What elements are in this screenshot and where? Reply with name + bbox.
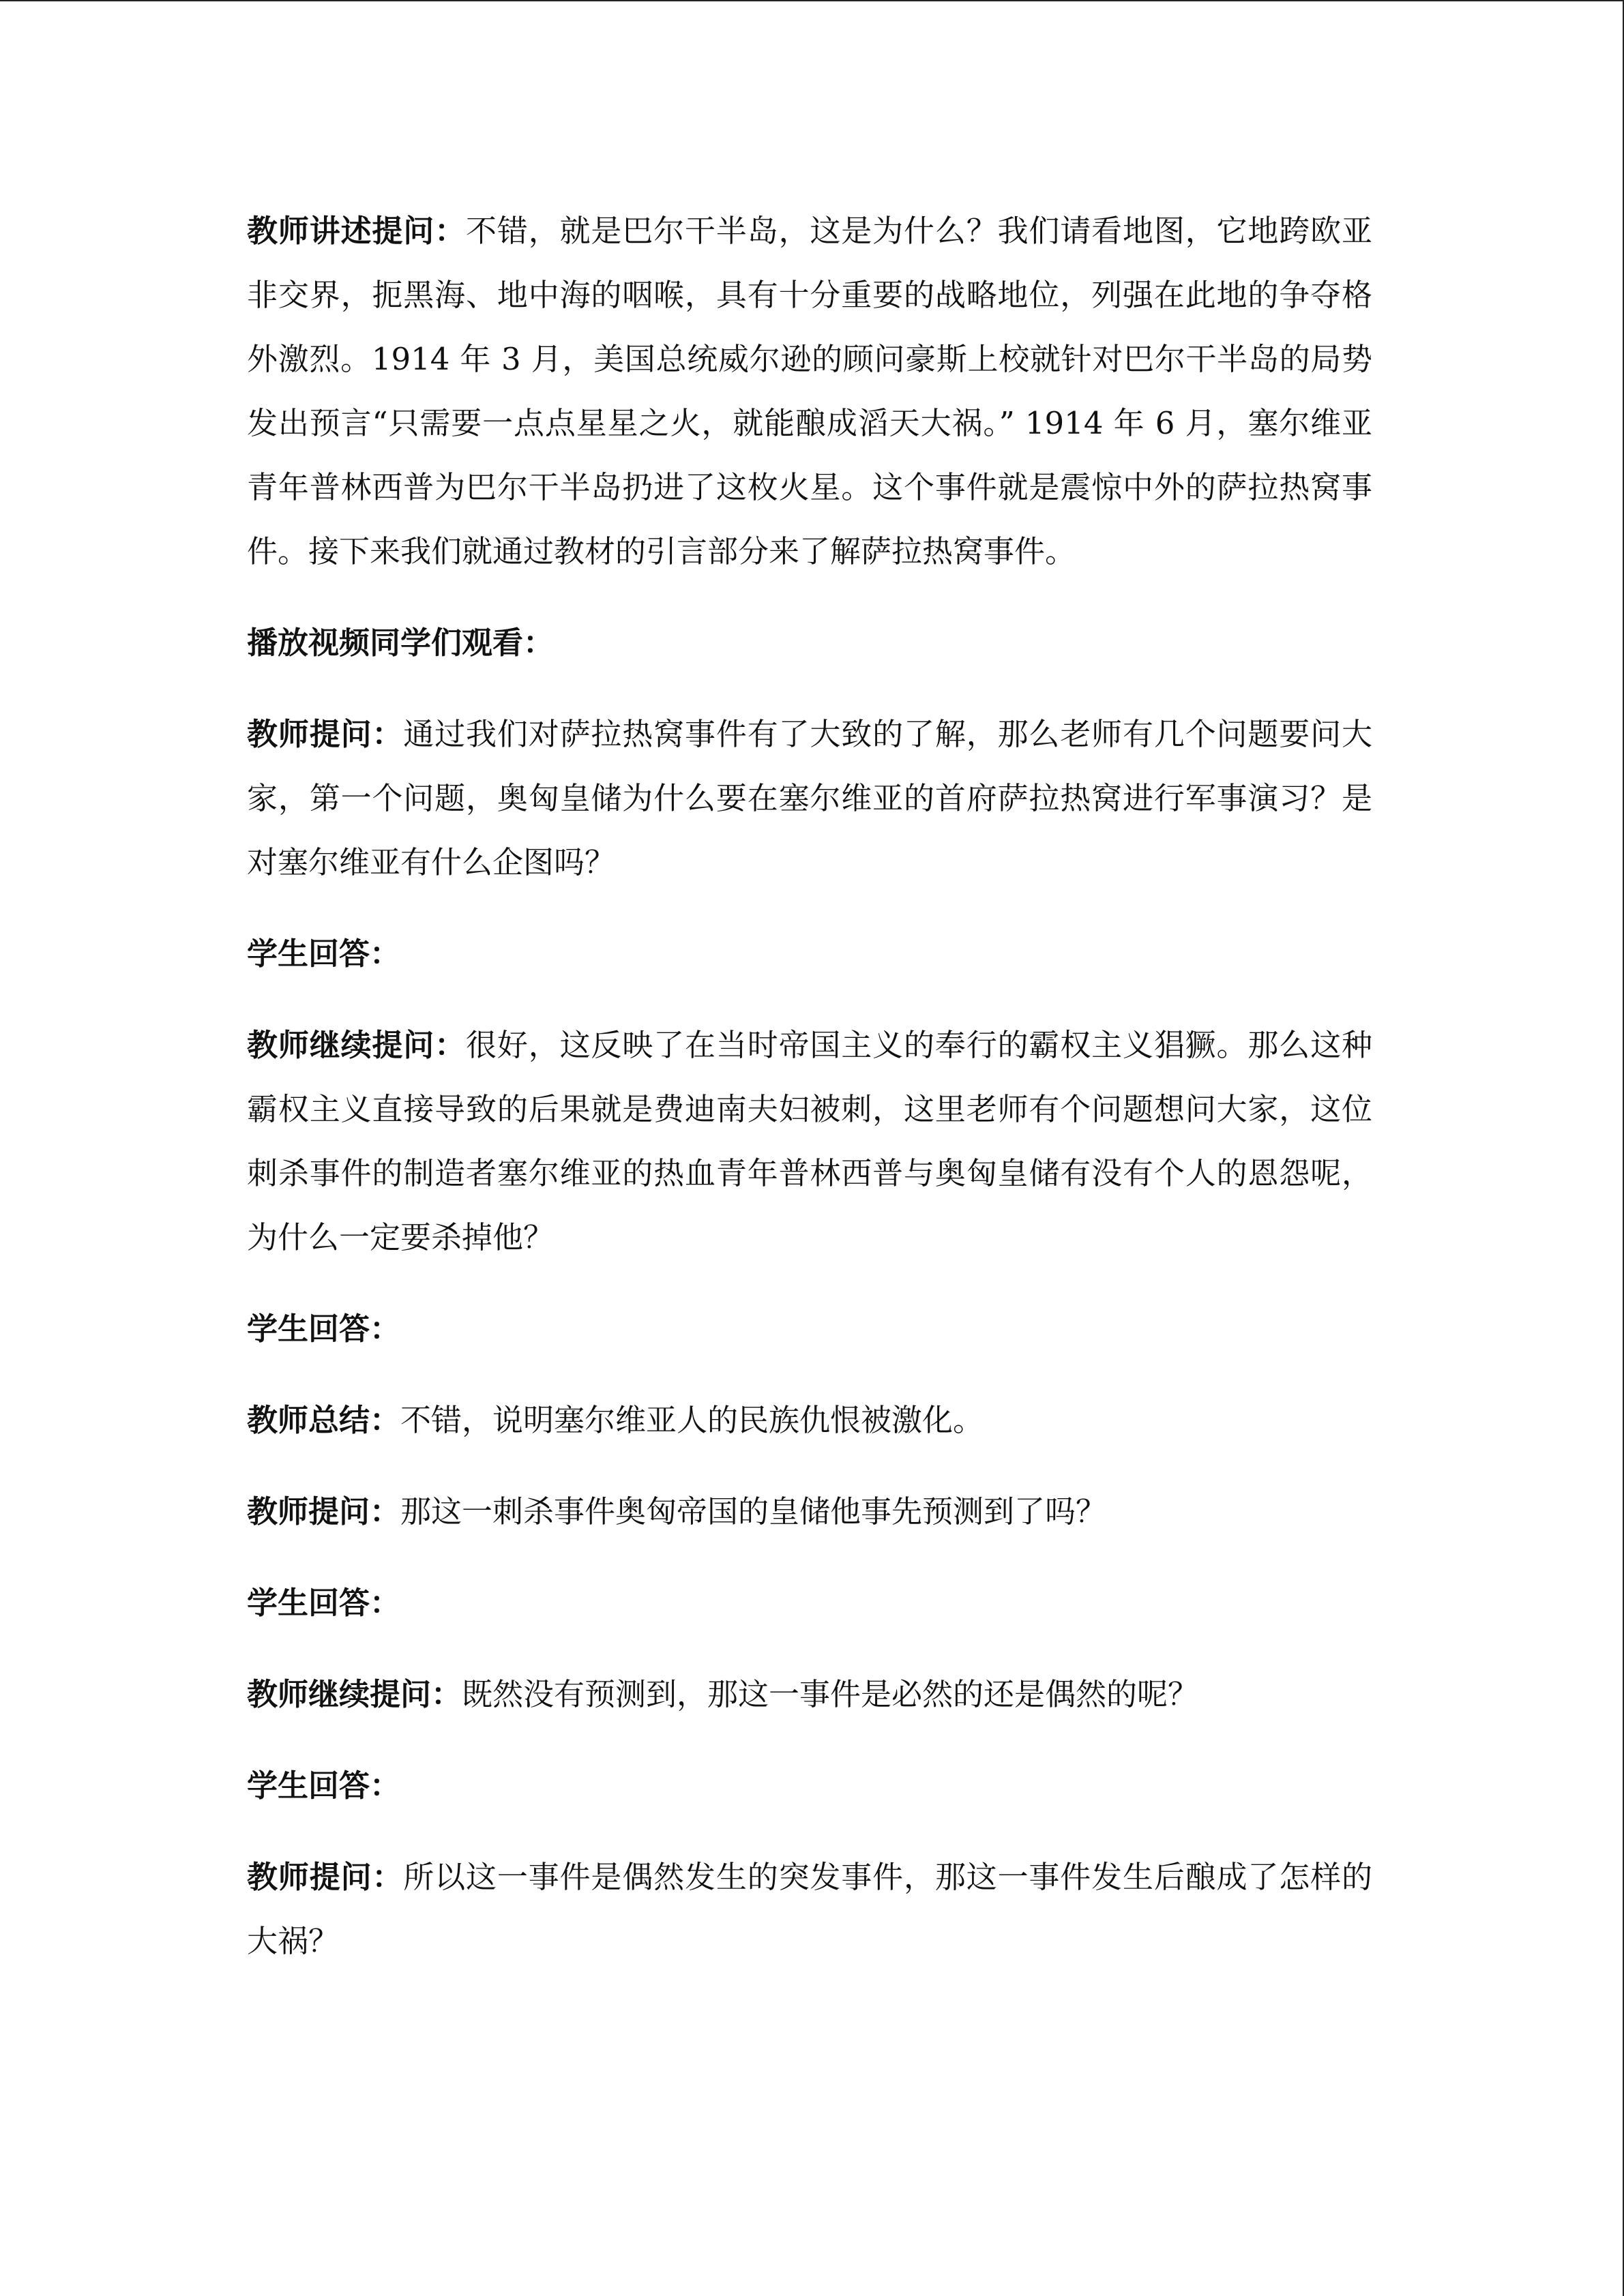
paragraph-label: 教师提问： — [247, 716, 404, 752]
paragraph-label: 教师提问： — [247, 1493, 401, 1530]
paragraph-text: 所以这一事件是偶然发生的突发事件，那这一事件发生后酿成了怎样的大祸？ — [247, 1859, 1372, 1959]
paragraph-text: 不错，就是巴尔干半岛，这是为什么？我们请看地图，它地跨欧亚非交界，扼黑海、地中海的咽喉，具有十分重要的战略地位，列强在此地的争夺格外激烈。1914 年 3 月，美国总统威尔逊的顾问豪斯上校就针对巴尔干半岛的局势发出预言“只需要一点点星星之火，就能酿成滔天大祸。” 1914 年 6 月，塞尔维亚青年普林西普为巴尔干半岛扔进了这枚火星。这个事件就是震惊中外的萨拉热窝事件。接下来我们就通过教材的引言部分来了解萨拉热窝事件。 — [247, 213, 1372, 569]
document-body — [247, 199, 1372, 2001]
paragraph-text: 既然没有预测到，那这一事件是必然的还是偶然的呢？ — [462, 1676, 1199, 1712]
paragraph-student-answer — [247, 1754, 1372, 1818]
paragraph-text: 不错，说明塞尔维亚人的民族仇恨被激化。 — [400, 1402, 984, 1438]
paragraph-teacher-question — [247, 1480, 1372, 1544]
paragraph-play-video — [247, 611, 1372, 675]
paragraph-label: 教师继续提问： — [247, 1027, 466, 1063]
paragraph-label: 学生回答： — [247, 1311, 401, 1347]
paragraph-teacher-follow-up — [247, 1663, 1372, 1727]
paragraph-student-answer — [247, 1571, 1372, 1635]
paragraph-student-answer — [247, 922, 1372, 986]
paragraph-teacher-question — [247, 1845, 1372, 1973]
paragraph-teacher-summary — [247, 1388, 1372, 1452]
paragraph-label: 教师继续提问： — [247, 1676, 462, 1712]
paragraph-text: 很好，这反映了在当时帝国主义的奉行的霸权主义猖獗。那么这种霸权主义直接导致的后果就是费迪南夫妇被刺，这里老师有个问题想问大家，这位刺杀事件的制造者塞尔维亚的热血青年普林西普与奥匈皇储有没有个人的恩怨呢，为什么一定要杀掉他？ — [247, 1027, 1372, 1255]
paragraph-text: 那这一刺杀事件奥匈帝国的皇储他事先预测到了吗？ — [400, 1493, 1107, 1530]
paragraph-label: 学生回答： — [247, 1768, 401, 1804]
paragraph-text: 通过我们对萨拉热窝事件有了大致的了解，那么老师有几个问题要问大家，第一个问题，奥匈皇储为什么要在塞尔维亚的首府萨拉热窝进行军事演习？是对塞尔维亚有什么企图吗？ — [247, 716, 1372, 880]
paragraph-label: 教师总结： — [247, 1402, 401, 1438]
paragraph-teacher-follow-up — [247, 1013, 1372, 1270]
paragraph-label: 播放视频同学们观看： — [247, 625, 555, 661]
paragraph-teacher-question — [247, 702, 1372, 895]
paragraph-label: 教师提问： — [247, 1859, 404, 1895]
paragraph-label: 学生回答： — [247, 1585, 401, 1621]
paragraph-label: 教师讲述提问： — [247, 213, 466, 249]
paragraph-student-answer — [247, 1297, 1372, 1361]
paragraph-label: 学生回答： — [247, 936, 401, 972]
paragraph-teacher-narration-question — [247, 199, 1372, 584]
